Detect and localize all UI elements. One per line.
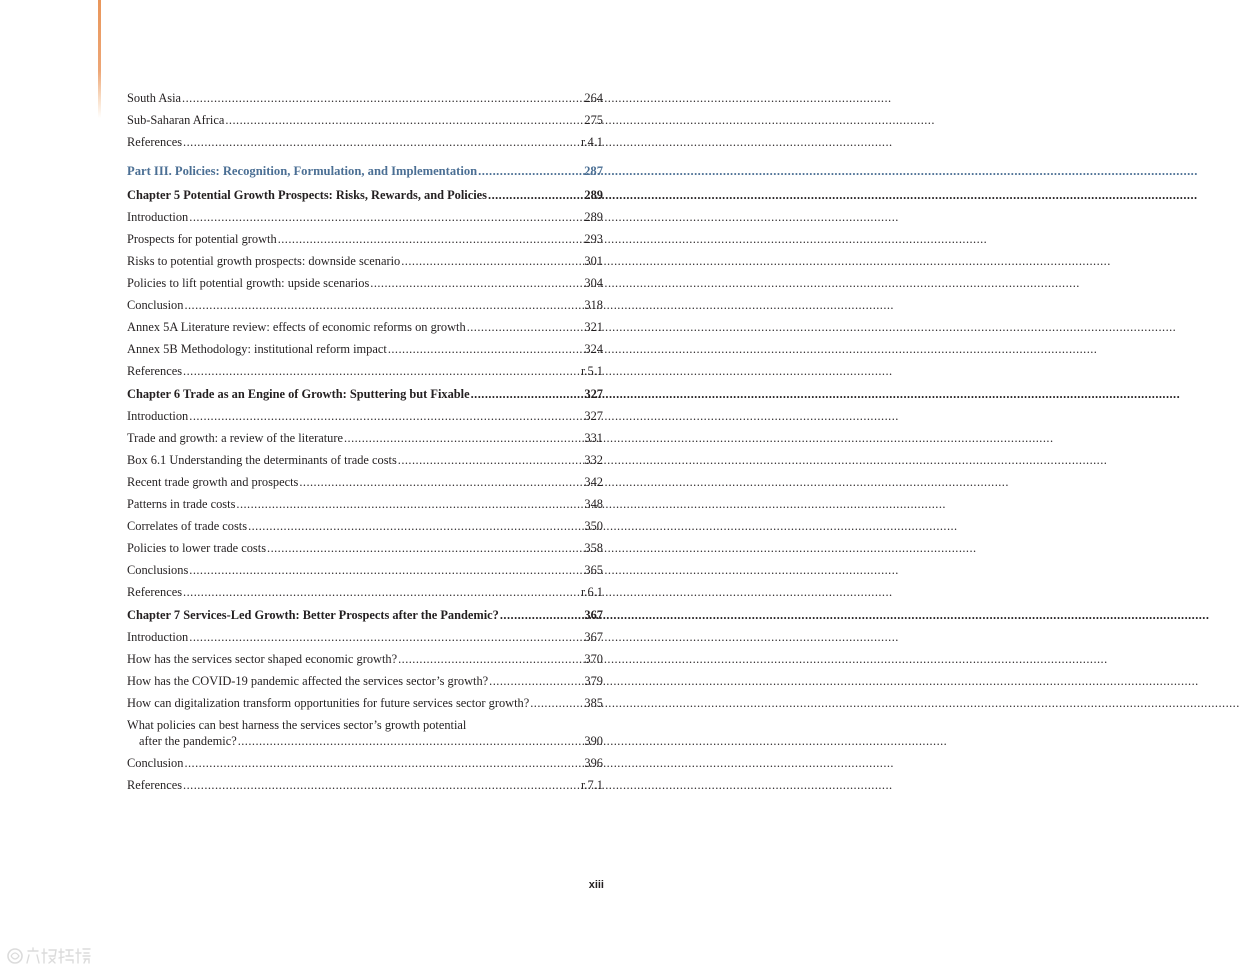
- toc-entry: [127, 109, 603, 131]
- toc-entry-title: What policies can best harness the services sector’s growth potential: [127, 718, 467, 732]
- dot-leader: [184, 294, 583, 316]
- toc-entry: [127, 471, 603, 493]
- dot-leader: [189, 405, 583, 427]
- toc-entry: [127, 272, 603, 294]
- page-number: xiii: [588, 879, 604, 891]
- toc-entry: [127, 131, 603, 153]
- dot-leader: [182, 87, 583, 109]
- toc-entry: [127, 493, 603, 515]
- dot-leader: [344, 427, 583, 449]
- toc-entry-title: Prospects for potential growth: [127, 232, 277, 246]
- toc-entry-title: Conclusion: [127, 756, 184, 770]
- dot-leader: [184, 752, 583, 774]
- dot-leader: [248, 515, 583, 537]
- toc-entry-title: How can digitalization transform opportunities for future services sector growth?: [127, 696, 530, 710]
- dot-leader: [299, 471, 583, 493]
- toc-entry-page: 324: [584, 342, 603, 356]
- orange-accent-bar: [98, 0, 101, 118]
- part-heading-title: Part III. Policies: Recognition, Formulation, and Implementation: [127, 164, 478, 178]
- dot-leader: [238, 733, 584, 749]
- toc-entry-title: Introduction: [127, 409, 189, 423]
- toc-entry: [127, 206, 603, 228]
- toc-entry-title: South Asia: [127, 91, 182, 105]
- chapter-heading-page: 327: [584, 387, 603, 401]
- watermark-logo: [4, 944, 92, 968]
- toc-entry-title: References: [127, 135, 183, 149]
- toc-entry: [127, 427, 603, 449]
- toc-entry-title: Introduction: [127, 630, 189, 644]
- toc-entry-title: How has the services sector shaped economic growth?: [127, 652, 398, 666]
- toc-entry: [127, 87, 603, 109]
- dot-leader: [388, 338, 584, 360]
- toc-entry-title: Box 6.1 Understanding the determinants of trade costs: [127, 453, 397, 467]
- toc-entry-page: 358: [584, 541, 603, 555]
- toc-chapter-heading: [127, 184, 603, 206]
- toc-entry: [127, 250, 603, 272]
- toc-entry-page: 348: [584, 497, 603, 511]
- toc-entry-multiline: [127, 714, 603, 752]
- dot-leader: [189, 559, 583, 581]
- toc-entry-page: 289: [584, 210, 603, 224]
- toc-entry: [127, 449, 603, 471]
- dot-leader: [488, 184, 583, 206]
- toc-entry-page: 264: [584, 91, 603, 105]
- toc-entry-title-continued: after the pandemic?: [139, 734, 237, 748]
- chapter-heading-title: Chapter 5 Potential Growth Prospects: Risks, Rewards, and Policies: [127, 188, 488, 202]
- part-heading-page: 287: [584, 164, 603, 178]
- toc-entry-page: r.7.1: [580, 778, 603, 792]
- toc-entry-title: Annex 5B Methodology: institutional reform impact: [127, 342, 387, 356]
- toc-entry-title: Policies to lower trade costs: [127, 541, 267, 555]
- toc-entry-title: How has the COVID-19 pandemic affected the services sector’s growth?: [127, 674, 489, 688]
- toc-entry-page: 365: [584, 563, 603, 577]
- toc-entry-title: Sub-Saharan Africa: [127, 113, 225, 127]
- toc-entry: [127, 228, 603, 250]
- dot-leader: [183, 581, 580, 603]
- toc-entry-title: Patterns in trade costs: [127, 497, 236, 511]
- toc-entry-page: 331: [584, 431, 603, 445]
- toc-entry-page: 350: [584, 519, 603, 533]
- toc-entry: [127, 626, 603, 648]
- toc-entry-page: 332: [584, 453, 603, 467]
- toc-entry-page: r.5.1: [580, 364, 603, 378]
- toc-entry: [127, 294, 603, 316]
- toc-entry-page: 327: [584, 409, 603, 423]
- dot-leader: [500, 604, 584, 626]
- toc-entry-title: References: [127, 585, 183, 599]
- dot-leader: [183, 131, 580, 153]
- toc-entry-page: 370: [584, 652, 603, 666]
- dot-leader: [398, 449, 584, 471]
- dot-leader: [370, 272, 583, 294]
- toc-entry-page: 396: [584, 756, 603, 770]
- toc-entry-title: Introduction: [127, 210, 189, 224]
- toc-chapter-heading: [127, 604, 603, 626]
- toc-entry-continuation: [127, 733, 603, 749]
- dot-leader: [267, 537, 583, 559]
- toc-entry-page: 321: [584, 320, 603, 334]
- toc-chapter-heading: [127, 383, 603, 405]
- toc-entry-title: Recent trade growth and prospects: [127, 475, 299, 489]
- toc-entry: [127, 581, 603, 603]
- dot-leader: [467, 316, 584, 338]
- toc-entry-page: 318: [584, 298, 603, 312]
- toc-entry-page: r.6.1: [580, 585, 603, 599]
- dot-leader: [189, 626, 583, 648]
- toc-entry-page: 301: [584, 254, 603, 268]
- toc-entry-title: Trade and growth: a review of the literature: [127, 431, 343, 445]
- toc-entry-page: 367: [584, 630, 603, 644]
- dot-leader: [225, 109, 583, 131]
- toc-entry-page: 385: [584, 696, 603, 710]
- toc-entry: [127, 774, 603, 796]
- toc-entry: [127, 692, 603, 714]
- dot-leader: [398, 648, 583, 670]
- dot-leader: [236, 493, 583, 515]
- toc-entry: [127, 559, 603, 581]
- toc-entry-title: Conclusions: [127, 563, 189, 577]
- dot-leader: [189, 206, 583, 228]
- toc-entry: [127, 752, 603, 774]
- chapter-heading-page: 289: [584, 188, 603, 202]
- dot-leader: [489, 670, 583, 692]
- toc-entry-title: Conclusion: [127, 298, 184, 312]
- dot-leader: [478, 160, 583, 182]
- toc-entry-title: Policies to lift potential growth: upside scenarios: [127, 276, 370, 290]
- dot-leader: [278, 228, 584, 250]
- toc-entry-page: 293: [584, 232, 603, 246]
- dot-leader: [530, 692, 583, 714]
- toc-entry: [127, 338, 603, 360]
- toc-entry-title: Annex 5A Literature review: effects of economic reforms on growth: [127, 320, 466, 334]
- toc-entry-title: References: [127, 778, 183, 792]
- chapter-heading-title: Chapter 7 Services-Led Growth: Better Prospects after the Pandemic?: [127, 608, 499, 622]
- toc-entry: [127, 360, 603, 382]
- toc-entry-page: 275: [584, 113, 603, 127]
- toc-entry-page: r.4.1: [580, 135, 603, 149]
- dot-leader: [183, 774, 580, 796]
- toc-part-heading: [127, 160, 603, 182]
- toc-entry-page: 379: [584, 674, 603, 688]
- toc-entry: [127, 670, 603, 692]
- toc-entry: [127, 648, 603, 670]
- table-of-contents: [127, 87, 603, 796]
- toc-entry: [127, 316, 603, 338]
- chapter-heading-page: 367: [584, 608, 603, 622]
- toc-entry-title: Risks to potential growth prospects: downside scenario: [127, 254, 401, 268]
- toc-entry: [127, 537, 603, 559]
- toc-entry: [127, 515, 603, 537]
- dot-leader: [471, 383, 584, 405]
- toc-entry-title: References: [127, 364, 183, 378]
- dot-leader: [401, 250, 583, 272]
- toc-entry-page: 304: [584, 276, 603, 290]
- toc-entry: [127, 405, 603, 427]
- toc-entry-title: Correlates of trade costs: [127, 519, 248, 533]
- toc-entry-page: 342: [584, 475, 603, 489]
- chapter-heading-title: Chapter 6 Trade as an Engine of Growth: Sputtering but Fixable: [127, 387, 470, 401]
- toc-entry-page: 390: [584, 734, 603, 748]
- dot-leader: [183, 360, 580, 382]
